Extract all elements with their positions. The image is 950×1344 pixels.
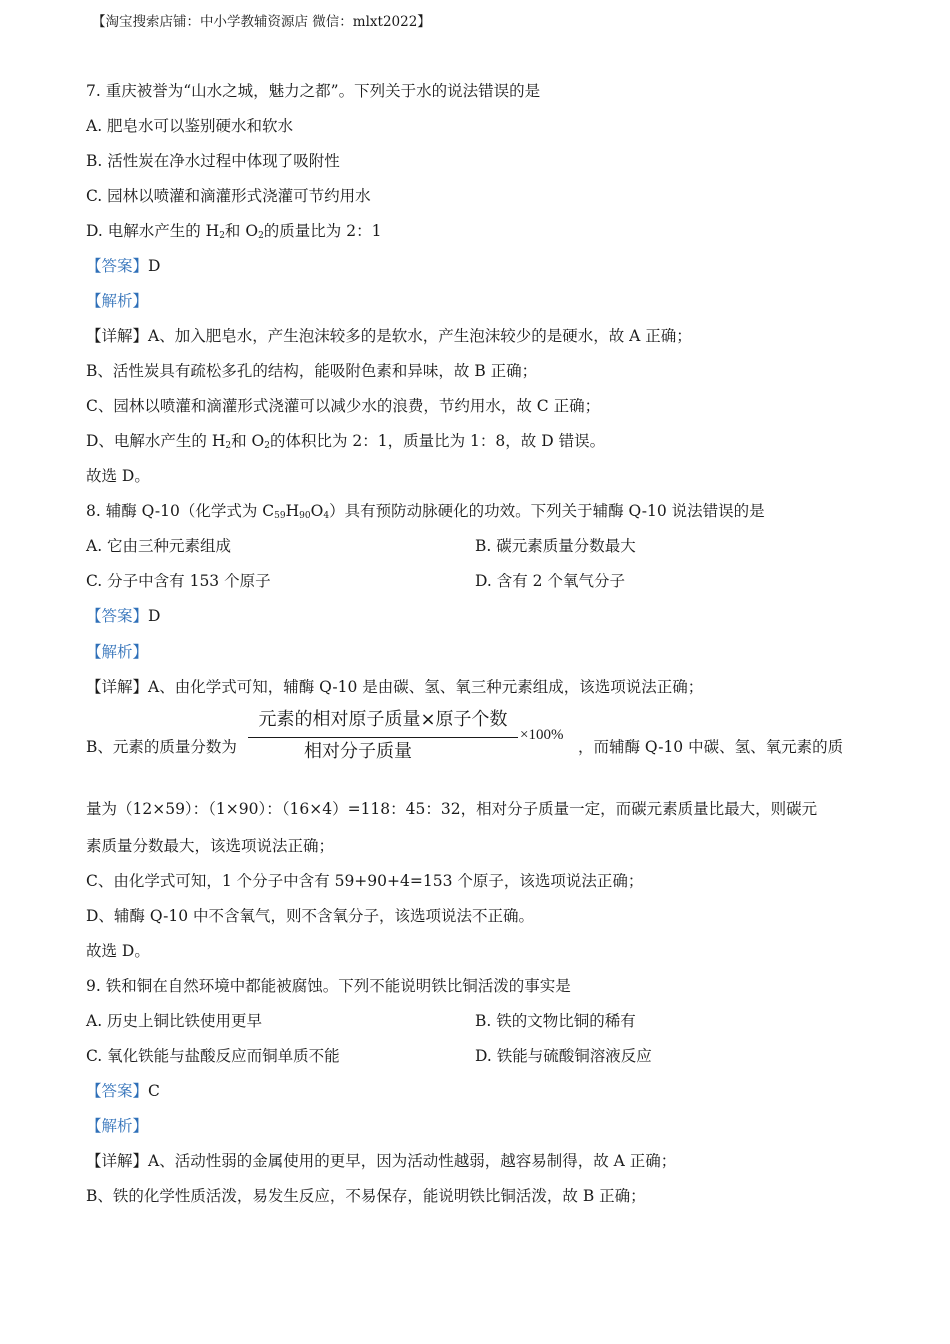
subscript: 2 bbox=[264, 441, 270, 451]
q7-option-d-pre: D. 电解水产生的 H bbox=[86, 222, 220, 240]
q7-option-a: A. 肥皂水可以鉴别硬水和软水 bbox=[86, 117, 294, 135]
q8-detail-b-post: ，而辅酶 Q-10 中碳、氢、氧元素的质 bbox=[578, 738, 844, 756]
q8-stem-o: O bbox=[310, 502, 324, 520]
mass-fraction-formula bbox=[248, 708, 564, 764]
answer-tag: 【答案】 bbox=[86, 607, 149, 625]
q9-option-d: D. 铁能与硫酸铜溶液反应 bbox=[475, 1047, 652, 1065]
detail-tag: 【详解】 bbox=[86, 327, 149, 345]
answer-tag: 【答案】 bbox=[86, 257, 149, 275]
q8-answer bbox=[86, 606, 160, 626]
q7-detail-c: C、园林以喷灌和滴灌形式浇灌可以减少水的浪费，节约用水，故 C 正确； bbox=[86, 397, 601, 415]
subscript: 90 bbox=[299, 511, 311, 521]
q7-detail-a bbox=[86, 326, 692, 346]
q9-option-c: C. 氧化铁能与盐酸反应而铜单质不能 bbox=[86, 1047, 340, 1065]
q7-option-c: C. 园林以喷灌和滴灌形式浇灌可节约用水 bbox=[86, 187, 371, 205]
q8-detail-a bbox=[86, 677, 703, 697]
q8-detail-b-line3: 素质量分数最大，该选项说法正确； bbox=[86, 837, 335, 855]
q9-detail-a bbox=[86, 1151, 676, 1171]
q7-conclusion: 故选 D。 bbox=[86, 467, 150, 485]
q9-analysis-heading bbox=[86, 1116, 148, 1136]
q7-option-d-post: 的质量比为 2：1 bbox=[263, 222, 382, 240]
q8-detail-d: D、辅酶 Q-10 中不含氧气，则不含氧分子，该选项说法不正确。 bbox=[86, 907, 535, 925]
q7-detail-d-mid: 和 O bbox=[231, 432, 265, 450]
q9-detail-b: B、铁的化学性质活泼，易发生反应，不易保存，能说明铁比铜活泼，故 B 正确； bbox=[86, 1187, 646, 1205]
fraction-bar bbox=[248, 737, 518, 738]
formula-numerator: 元素的相对原子质量×原子个数 bbox=[258, 709, 508, 730]
q7-option-d bbox=[86, 221, 381, 241]
q9-option-a: A. 历史上铜比铁使用更早 bbox=[86, 1012, 263, 1030]
q8-detail-b-line2: 量为（12×59）：（1×90）：（16×4）=118：45：32，相对分子质量一定，而碳元素质量比最大，则碳元 bbox=[86, 800, 818, 818]
answer-value: D bbox=[148, 257, 161, 275]
q7-detail-d bbox=[86, 431, 605, 451]
page-header: 【淘宝搜索店铺：中小学教辅资源店 微信：mlxt2022】 bbox=[92, 14, 431, 30]
formula-multiplier: ×100% bbox=[520, 727, 564, 743]
q8-detail-c: C、由化学式可知，1 个分子中含有 59+90+4=153 个原子，该选项说法正确； bbox=[86, 872, 644, 890]
detail-text: A、加入肥皂水，产生泡沫较多的是软水，产生泡沫较少的是硬水，故 A 正确； bbox=[148, 327, 692, 345]
q8-option-a: A. 它由三种元素组成 bbox=[86, 537, 232, 555]
q7-detail-b: B、活性炭具有疏松多孔的结构，能吸附色素和异味，故 B 正确； bbox=[86, 362, 538, 380]
q9-answer bbox=[86, 1081, 160, 1101]
q7-analysis-heading bbox=[86, 291, 148, 311]
q8-stem-post: ）具有预防动脉硬化的功效。下列关于辅酶 Q-10 说法错误的是 bbox=[329, 502, 765, 520]
q8-option-b: B. 碳元素质量分数最大 bbox=[475, 537, 636, 555]
q8-stem bbox=[86, 501, 765, 521]
q8-conclusion: 故选 D。 bbox=[86, 942, 150, 960]
answer-tag: 【答案】 bbox=[86, 1082, 149, 1100]
q8-option-c: C. 分子中含有 153 个原子 bbox=[86, 572, 271, 590]
answer-value: D bbox=[148, 607, 161, 625]
q7-detail-d-pre: D、电解水产生的 H bbox=[86, 432, 226, 450]
detail-text: A、由化学式可知，辅酶 Q-10 是由碳、氢、氧三种元素组成，该选项说法正确； bbox=[148, 678, 704, 696]
q7-stem: 7. 重庆被誉为“山水之城，魅力之都”。下列关于水的说法错误的是 bbox=[86, 82, 541, 100]
q7-option-d-mid: 和 O bbox=[224, 222, 259, 240]
q8-stem-h: H bbox=[285, 502, 300, 520]
q8-option-d: D. 含有 2 个氧气分子 bbox=[475, 572, 625, 590]
q7-answer bbox=[86, 256, 160, 276]
detail-tag: 【详解】 bbox=[86, 678, 149, 696]
subscript: 2 bbox=[225, 441, 232, 451]
subscript: 2 bbox=[258, 231, 264, 241]
analysis-tag: 【解析】 bbox=[86, 643, 149, 661]
answer-value: C bbox=[148, 1082, 160, 1100]
detail-text: A、活动性弱的金属使用的更早，因为活动性越弱，越容易制得，故 A 正确； bbox=[148, 1152, 677, 1170]
q8-detail-b-pre: B、元素的质量分数为 bbox=[86, 738, 237, 756]
analysis-tag: 【解析】 bbox=[86, 1117, 149, 1135]
analysis-tag: 【解析】 bbox=[86, 292, 149, 310]
subscript: 4 bbox=[323, 511, 330, 521]
q7-detail-d-post: 的体积比为 2：1，质量比为 1：8，故 D 错误。 bbox=[269, 432, 606, 450]
subscript: 59 bbox=[274, 511, 286, 521]
q7-option-b: B. 活性炭在净水过程中体现了吸附性 bbox=[86, 152, 340, 170]
q9-stem: 9. 铁和铜在自然环境中都能被腐蚀。下列不能说明铁比铜活泼的事实是 bbox=[86, 977, 571, 995]
q8-stem-pre: 8. 辅酶 Q-10（化学式为 C bbox=[86, 502, 275, 520]
q8-analysis-heading bbox=[86, 642, 148, 662]
q9-option-b: B. 铁的文物比铜的稀有 bbox=[475, 1012, 636, 1030]
subscript: 2 bbox=[219, 231, 225, 241]
formula-denominator: 相对分子质量 bbox=[304, 741, 412, 762]
detail-tag: 【详解】 bbox=[86, 1152, 149, 1170]
